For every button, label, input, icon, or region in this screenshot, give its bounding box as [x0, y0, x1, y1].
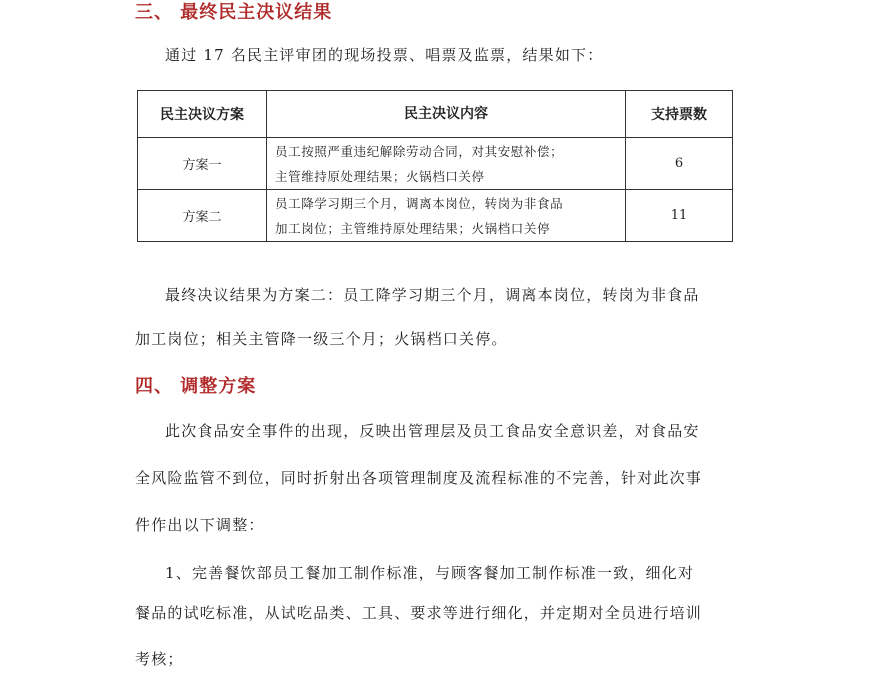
section-3-heading: 三、 最终民主决议结果	[135, 2, 333, 23]
vote-result-table	[137, 90, 733, 242]
votes-cell: 6	[626, 138, 733, 190]
header-content: 民主决议内容	[267, 91, 626, 138]
content-cell	[267, 190, 626, 242]
para-line: 餐品的试吃标准，从试吃品类、工具、要求等进行细化，并定期对全员进行培训	[135, 604, 703, 622]
result-line: 最终决议结果为方案二：员工降学习期三个月，调离本岗位，转岗为非食品	[165, 286, 700, 304]
intro-line: 通过 17 名民主评审团的现场投票、唱票及监票，结果如下：	[165, 46, 604, 64]
header-plan: 民主决议方案	[138, 91, 267, 138]
header-votes: 支持票数	[626, 91, 733, 138]
votes-cell: 11	[626, 190, 733, 242]
content-line: 加工岗位；主管维持原处理结果；火锅档口关停	[275, 220, 551, 236]
para-line: 件作出以下调整：	[135, 516, 265, 534]
table-row	[138, 190, 733, 242]
table-header-row	[138, 91, 733, 138]
content-line: 员工按照严重违纪解除劳动合同，对其安慰补偿；	[275, 143, 564, 159]
para-line: 全风险监管不到位，同时折射出各项管理制度及流程标准的不完善，针对此次事	[135, 469, 703, 487]
para-line: 考核；	[135, 650, 184, 668]
result-line: 加工岗位；相关主管降一级三个月；火锅档口关停。	[135, 330, 508, 348]
para-line: 1、完善餐饮部员工餐加工制作标准，与顾客餐加工制作标准一致，细化对	[165, 564, 695, 582]
content-cell	[267, 138, 626, 190]
content-line: 主管维持原处理结果；火锅档口关停	[275, 168, 485, 184]
table-row	[138, 138, 733, 190]
para-line: 此次食品安全事件的出现，反映出管理层及员工食品安全意识差，对食品安	[165, 422, 700, 440]
plan-cell: 方案二	[138, 190, 267, 242]
content-line: 员工降学习期三个月，调离本岗位，转岗为非食品	[275, 195, 564, 211]
section-4-heading: 四、 调整方案	[135, 376, 257, 397]
plan-cell: 方案一	[138, 138, 267, 190]
